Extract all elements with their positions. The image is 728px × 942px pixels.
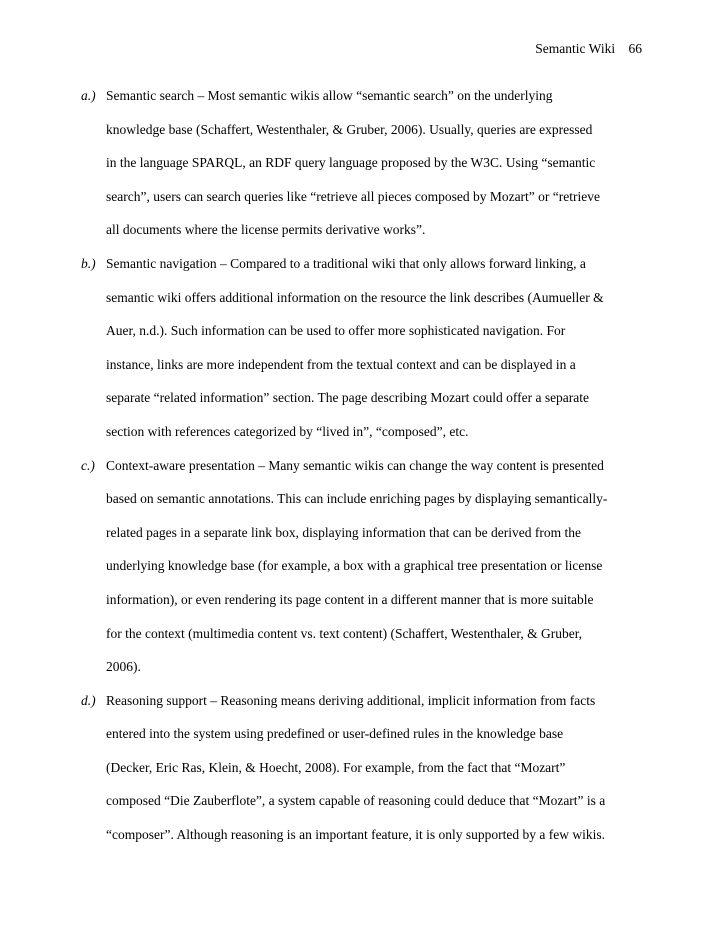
paragraph-line: entered into the system using predefined or user-defined rules in the knowledge base <box>106 726 564 742</box>
paragraph-line: composed “Die Zauberflote”, a system capable of reasoning could deduce that “Mozart” is a <box>106 793 606 809</box>
paragraph-line: for the context (multimedia content vs. text content) (Schaffert, Westenthaler, & Gruber, <box>106 625 583 641</box>
paragraph-line: underlying knowledge base (for example, a box with a graphical tree presentation or license <box>106 558 603 574</box>
paragraph-line: (Decker, Eric Ras, Klein, & Hoecht, 2008). For example, from the fact that “Mozart” <box>106 759 566 775</box>
paragraph-line: separate “related information” section. The page describing Mozart could offer a separate <box>106 390 590 406</box>
list-item <box>81 456 661 691</box>
running-title: Semantic Wiki <box>535 41 616 56</box>
paragraph-line: section with references categorized by “lived in”, “composed”, etc. <box>106 423 469 439</box>
paragraph-line: “composer”. Although reasoning is an important feature, it is only supported by a few wikis. <box>106 827 606 843</box>
paragraph-line: knowledge base (Schaffert, Westenthaler, & Gruber, 2006). Usually, queries are expressed <box>106 121 593 137</box>
paragraph-line: Semantic navigation – Compared to a traditional wiki that only allows forward linking, a <box>106 255 586 271</box>
page-number: 66 <box>628 41 642 56</box>
paragraph-line: related pages in a separate link box, displaying information that can be derived from the <box>106 524 581 540</box>
list-marker: c.) <box>81 457 95 473</box>
paragraph-line: semantic wiki offers additional information on the resource the link describes (Aumueller & <box>106 289 604 305</box>
list-item <box>81 254 661 456</box>
running-head <box>535 41 642 57</box>
list-marker: a.) <box>81 88 96 103</box>
paragraph-line: Context-aware presentation – Many semantic wikis can change the way content is presented <box>106 457 604 473</box>
paragraph-line: based on semantic annotations. This can include enriching pages by displaying semantically- <box>106 491 608 507</box>
paragraph-line: 2006). <box>106 659 141 675</box>
paragraph-line: search”, users can search queries like “retrieve all pieces composed by Mozart” or “retrieve <box>106 188 601 204</box>
paragraph-line: in the language SPARQL, an RDF query language proposed by the W3C. Using “semantic <box>106 155 596 171</box>
list-marker: b.) <box>81 255 96 271</box>
feature-list <box>81 86 661 859</box>
paragraph-line: Semantic search – Most semantic wikis allow “semantic search” on the underlying <box>106 88 553 103</box>
list-item <box>81 86 661 254</box>
paragraph-line: Reasoning support – Reasoning means deriving additional, implicit information from facts <box>106 692 596 708</box>
list-item <box>81 691 661 859</box>
paragraph-line: instance, links are more independent from the textual context and can be displayed in a <box>106 356 576 372</box>
paragraph-line: all documents where the license permits derivative works”. <box>106 222 426 238</box>
paragraph-line: Auer, n.d.). Such information can be used to offer more sophisticated navigation. For <box>106 323 566 339</box>
list-marker: d.) <box>81 692 96 708</box>
paragraph-line: information), or even rendering its page content in a different manner that is more suitable <box>106 591 594 607</box>
